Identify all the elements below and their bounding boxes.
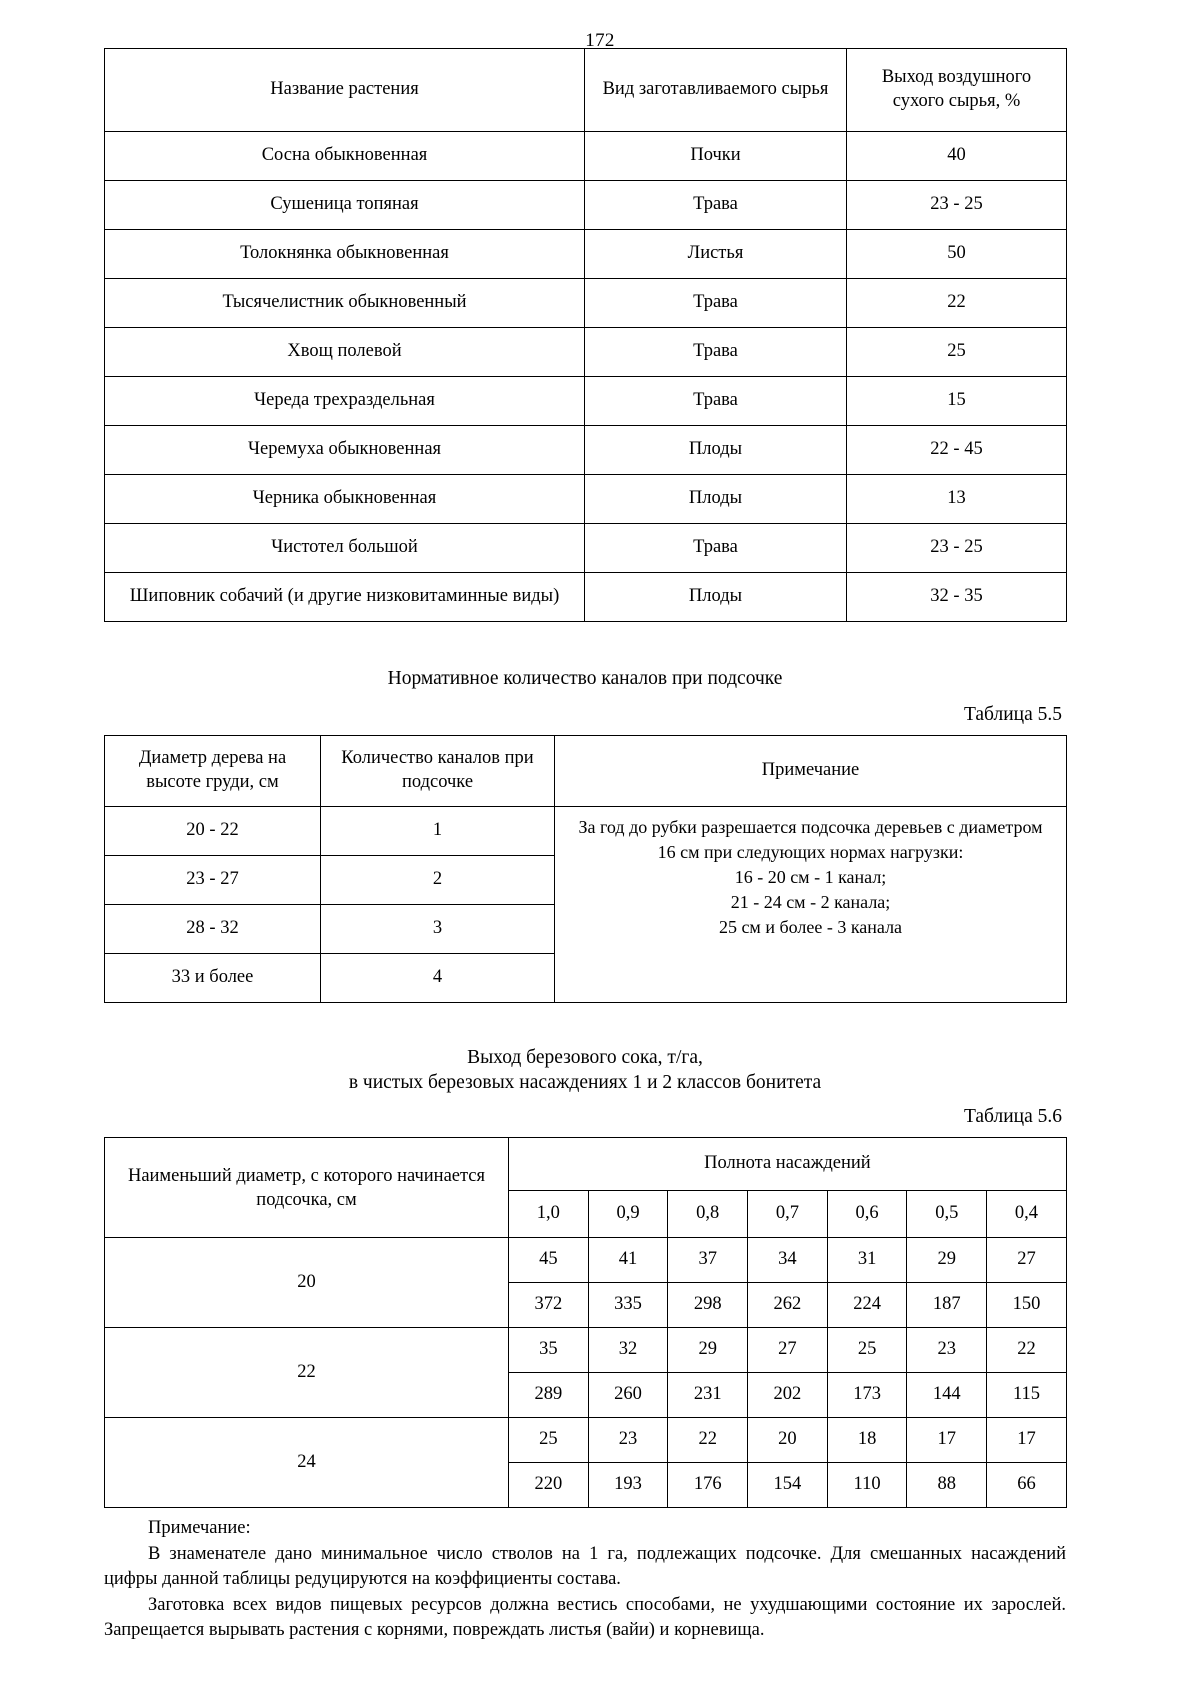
cell-raw-kind: Почки: [585, 132, 847, 181]
cell-raw-kind: Трава: [585, 181, 847, 230]
cell-sap-yield: 23: [588, 1418, 668, 1463]
cell-yield: 23 - 25: [847, 524, 1067, 573]
table-raw-material-yield: [104, 48, 1067, 622]
cell-tree-diameter: 28 - 32: [105, 904, 321, 953]
table-row: [105, 279, 1067, 328]
cell-plant-name: Череда трехраздельная: [105, 377, 585, 426]
cell-plant-name: Толокнянка обыкновенная: [105, 230, 585, 279]
cell-channel-count: 3: [321, 904, 555, 953]
cell-plant-name: Хвощ полевой: [105, 328, 585, 377]
note-line-5: 25 см и более - 3 канала: [718, 917, 903, 938]
cell-yield: 22: [847, 279, 1067, 328]
header-min-diameter: [105, 1138, 509, 1238]
cell-sap-yield: 25: [827, 1328, 907, 1373]
cell-yield: 25: [847, 328, 1067, 377]
spacer: [104, 622, 1066, 666]
note-line-3: 16 - 20 см - 1 канал;: [734, 867, 887, 888]
header-raw-kind: Вид заготавливаемого сырья: [585, 49, 847, 132]
table-sap-title-line2: в чистых березовых насаждениях 1 и 2 классов бонитета: [348, 1072, 822, 1094]
header-tree-diameter: [105, 735, 321, 806]
cell-stem-count: 335: [588, 1283, 668, 1328]
cell-stem-count: 260: [588, 1373, 668, 1418]
cell-sap-yield: 27: [987, 1238, 1067, 1283]
cell-sap-yield: 22: [668, 1418, 748, 1463]
cell-raw-kind: Плоды: [585, 426, 847, 475]
cell-plant-name: Черника обыкновенная: [105, 475, 585, 524]
cell-yield: 22 - 45: [847, 426, 1067, 475]
cell-sap-yield: 22: [987, 1328, 1067, 1373]
cell-yield: 15: [847, 377, 1067, 426]
cell-min-diameter: 20: [105, 1238, 509, 1328]
cell-stem-count: 88: [907, 1463, 987, 1508]
cell-raw-kind: Плоды: [585, 475, 847, 524]
cell-stem-count: 150: [987, 1283, 1067, 1328]
cell-stem-count: 154: [748, 1463, 828, 1508]
cell-sap-yield: 34: [748, 1238, 828, 1283]
cell-yield: 13: [847, 475, 1067, 524]
footnote-paragraph-1: В знаменателе дано минимальное число стволов на 1 га, подлежащих подсочке. Для смешанных насаждений цифры данной таблицы редуцируются на коэффициенты состава.: [104, 1543, 1066, 1590]
table-row: [105, 1418, 1067, 1463]
cell-stem-count: 231: [668, 1373, 748, 1418]
table-row: [105, 1238, 1067, 1283]
header-yield: [847, 49, 1067, 132]
cell-plant-name: Тысячелистник обыкновенный: [105, 279, 585, 328]
cell-plant-name: Черемуха обыкновенная: [105, 426, 585, 475]
table-row: [105, 230, 1067, 279]
cell-raw-kind: Трава: [585, 279, 847, 328]
cell-stem-count: 372: [509, 1283, 589, 1328]
cell-stem-count: 262: [748, 1283, 828, 1328]
header-tree-diameter-line2: высоте груди, см: [146, 771, 279, 792]
cell-plant-name: Сушеница топяная: [105, 181, 585, 230]
table-channels-number: Таблица 5.5: [963, 703, 1062, 725]
header-density-0-7: 0,7: [748, 1191, 828, 1238]
cell-sap-yield: 31: [827, 1238, 907, 1283]
cell-raw-kind: Листья: [585, 230, 847, 279]
cell-raw-kind: Плоды: [585, 573, 847, 622]
table-header-row: [105, 1138, 1067, 1191]
cell-sap-yield: 20: [748, 1418, 828, 1463]
note-line-1: За год до рубки разрешается подсочка деревьев с диаметром: [578, 816, 1043, 837]
header-yield-line1: Выход воздушного: [881, 67, 1032, 88]
cell-sap-yield: 37: [668, 1238, 748, 1283]
cell-sap-yield: 17: [987, 1418, 1067, 1463]
cell-plant-name: Шиповник собачий (и другие низковитаминные виды): [105, 573, 585, 622]
cell-stem-count: 298: [668, 1283, 748, 1328]
cell-yield: 50: [847, 230, 1067, 279]
header-channel-count: [321, 735, 555, 806]
header-min-diameter-line2: подсочка, см: [256, 1189, 357, 1210]
spacer: [104, 1003, 1066, 1045]
cell-yield: 40: [847, 132, 1067, 181]
cell-stem-count: 202: [748, 1373, 828, 1418]
cell-stem-count: 173: [827, 1373, 907, 1418]
cell-channel-count: 1: [321, 806, 555, 855]
cell-stem-count: 176: [668, 1463, 748, 1508]
header-channel-count-line2: подсочке: [401, 771, 474, 792]
cell-sap-yield: 17: [907, 1418, 987, 1463]
cell-min-diameter: 22: [105, 1328, 509, 1418]
table-row: [105, 475, 1067, 524]
header-density-0-6: 0,6: [827, 1191, 907, 1238]
cell-plant-name: Сосна обыкновенная: [105, 132, 585, 181]
cell-yield: 23 - 25: [847, 181, 1067, 230]
table-sap-title-line1: Выход березового сока, т/га,: [467, 1046, 703, 1068]
page-number: 172: [585, 30, 615, 51]
cell-stem-count: 193: [588, 1463, 668, 1508]
header-density-0-5: 0,5: [907, 1191, 987, 1238]
table-tapping-channels: [104, 735, 1067, 1003]
cell-sap-yield: 27: [748, 1328, 828, 1373]
header-density-0-9: 0,9: [588, 1191, 668, 1238]
cell-stem-count: 115: [987, 1373, 1067, 1418]
cell-raw-kind: Трава: [585, 328, 847, 377]
spacer: [104, 692, 1066, 704]
cell-note-text: [555, 806, 1067, 1002]
cell-sap-yield: 29: [907, 1238, 987, 1283]
spacer: [104, 1128, 1066, 1137]
table-row: [105, 573, 1067, 622]
spacer: [104, 726, 1066, 735]
header-density-0-4: 0,4: [987, 1191, 1067, 1238]
cell-sap-yield: 18: [827, 1418, 907, 1463]
cell-stem-count: 144: [907, 1373, 987, 1418]
spacer: [104, 1096, 1066, 1106]
cell-tree-diameter: 20 - 22: [105, 806, 321, 855]
cell-tree-diameter: 23 - 27: [105, 855, 321, 904]
cell-sap-yield: 41: [588, 1238, 668, 1283]
table-row: [105, 181, 1067, 230]
table-sap-title: [104, 1045, 1066, 1096]
table-row: [105, 328, 1067, 377]
cell-stem-count: 187: [907, 1283, 987, 1328]
cell-tree-diameter: 33 и более: [105, 953, 321, 1002]
footnote-paragraph-2: Заготовка всех видов пищевых ресурсов должна вестись способами, не ухудшающими состояние их зарослей. Запрещается вырывать растения с корнями, повреждать листья (вайи) и корневища.: [104, 1594, 1066, 1641]
table-row: [105, 132, 1067, 181]
table-header-row: [105, 735, 1067, 806]
cell-raw-kind: Трава: [585, 524, 847, 573]
cell-raw-kind: Трава: [585, 377, 847, 426]
table-row: [105, 524, 1067, 573]
table-birch-sap-yield: [104, 1137, 1067, 1508]
footnote-label: Примечание:: [148, 1518, 251, 1539]
header-min-diameter-line1: Наименьший диаметр, с которого начинается: [127, 1165, 486, 1186]
cell-sap-yield: 23: [907, 1328, 987, 1373]
cell-channel-count: 4: [321, 953, 555, 1002]
header-tree-diameter-line1: Диаметр дерева на: [138, 748, 287, 769]
cell-plant-name: Чистотел большой: [105, 524, 585, 573]
header-plant-name: Название растения: [105, 49, 585, 132]
cell-stem-count: 224: [827, 1283, 907, 1328]
header-yield-line2: сухого сырья, %: [892, 91, 1021, 111]
header-channel-count-line1: Количество каналов при: [341, 748, 534, 769]
cell-sap-yield: 45: [509, 1238, 589, 1283]
cell-stem-count: 110: [827, 1463, 907, 1508]
table-sap-number: Таблица 5.6: [963, 1106, 1062, 1128]
cell-sap-yield: 32: [588, 1328, 668, 1373]
cell-channel-count: 2: [321, 855, 555, 904]
header-stand-density: Полнота насаждений: [509, 1138, 1067, 1191]
header-note: Примечание: [555, 735, 1067, 806]
cell-min-diameter: 24: [105, 1418, 509, 1508]
table-row: [105, 806, 1067, 855]
table-channels-title: Нормативное количество каналов при подсочке: [387, 668, 783, 689]
cell-sap-yield: 29: [668, 1328, 748, 1373]
header-density-1-0: 1,0: [509, 1191, 589, 1238]
note-line-2: 16 см при следующих нормах нагрузки:: [657, 841, 964, 862]
cell-stem-count: 220: [509, 1463, 589, 1508]
table-row: [105, 426, 1067, 475]
table-header-row: [105, 49, 1067, 132]
note-line-4: 21 - 24 см - 2 канала;: [730, 892, 891, 913]
cell-stem-count: 289: [509, 1373, 589, 1418]
cell-sap-yield: 25: [509, 1418, 589, 1463]
cell-yield: 32 - 35: [847, 573, 1067, 622]
cell-stem-count: 66: [987, 1463, 1067, 1508]
page-content: [104, 0, 1066, 1644]
table-row: [105, 1328, 1067, 1373]
cell-sap-yield: 35: [509, 1328, 589, 1373]
header-density-0-8: 0,8: [668, 1191, 748, 1238]
table-row: [105, 377, 1067, 426]
